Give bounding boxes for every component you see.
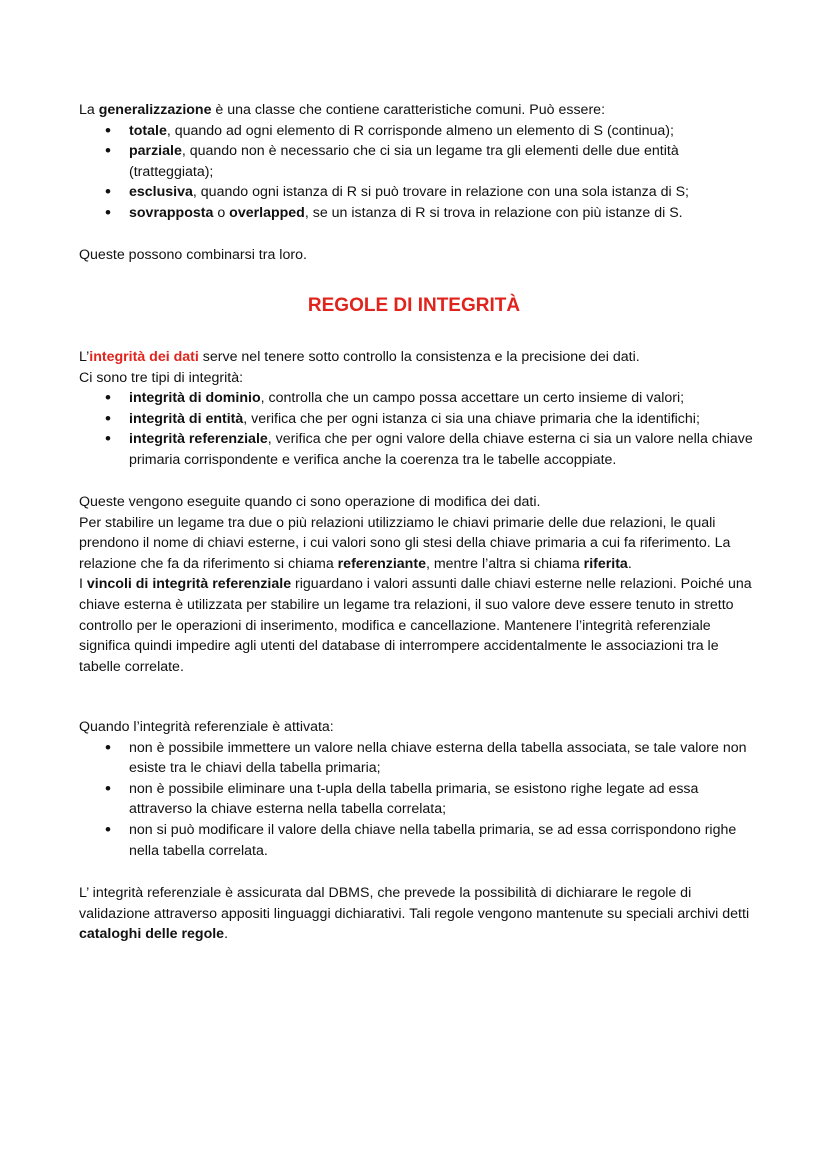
list-item: • non è possibile immettere un valore nella chiave esterna della tabella associata, se tale valore non esiste tra le chiavi della tabella primaria; — [79, 738, 759, 779]
paragraph: L’ integrità referenziale è assicurata dal DBMS, che prevede la possibilità di dichiarare le regole di validazione attraverso appositi linguaggi dichiarativi. Tali regole vengono mantenute su speciali archivi detti cataloghi delle regole. — [79, 885, 750, 943]
list-item: • parziale, quando non è necessario che ci sia un legame tra gli elementi delle due entità (tratteggiata); — [79, 141, 759, 182]
integrity-types-list — [79, 388, 759, 470]
section-heading: REGOLE DI INTEGRITÀ — [307, 295, 521, 316]
integrity-intro: L’integrità dei dati serve nel tenere sotto controllo la consistenza e la precisione dei dati. — [79, 349, 640, 365]
list-item: • totale, quando ad ogni elemento di R corrisponde almeno un elemento di S (continua); — [79, 121, 759, 142]
generalization-intro: La generalizzazione è una classe che contiene caratteristiche comuni. Può essere: — [79, 102, 606, 118]
integrity-section — [79, 347, 759, 471]
dbms-section — [79, 883, 759, 945]
paragraph: Per stabilire un legame tra due o più relazioni utilizziamo le chiavi primarie delle due relazioni, le quali prendono il nome di chiavi esterne, i cui valori sono gli stesi della chiave primaria a cui fa riferimento. La relazione che fa da riferimento si chiama referenziante, mentre l’altra si chiama riferita. — [79, 514, 731, 572]
term-cataloghi-delle-regole: cataloghi delle regole — [79, 926, 225, 943]
paragraph: I vincoli di integrità referenziale riguardano i valori assunti dalle chiavi esterne nelle relazioni. Poiché una chiave esterna è utilizzata per stabilire un legame tra relazioni, il suo valore deve essere tenuto in stretto controllo per le operazioni di inserimento, modifica e cancellazione. Mantenere l’integrità referenziale significa quindi impedire agli utenti del database di interrompere accidentalmente le associazioni tra le tabelle correlate. — [79, 576, 752, 675]
list-item: • non si può modificare il valore della chiave nella tabella primaria, se ad essa corrispondono righe nella tabella correlata. — [79, 820, 759, 861]
list-item: • integrità di entità, verifica che per ogni istanza ci sia una chiave primaria che la identifichi; — [79, 409, 759, 430]
list-item: • integrità referenziale, verifica che per ogni valore della chiave esterna ci sia un valore nella chiave primaria corrispondente e verifica anche la coerenza tra le tabelle accoppiate. — [79, 429, 759, 470]
referential-section — [79, 492, 759, 677]
generalization-section — [79, 100, 759, 224]
list-item: • integrità di dominio, controlla che un campo possa accettare un certo insieme di valori; — [79, 388, 759, 409]
referential-rules-list — [79, 738, 759, 862]
generalization-closing: Queste possono combinarsi tra loro. — [79, 247, 307, 263]
paragraph: Queste vengono eseguite quando ci sono operazione di modifica dei dati. — [79, 494, 541, 510]
list-item: • non è possibile eliminare una t-upla della tabella primaria, se esistono righe legate ad essa attraverso la chiave esterna nella tabella correlata; — [79, 779, 759, 820]
referential-active-section — [79, 717, 759, 861]
paragraph: Quando l’integrità referenziale è attivata: — [79, 719, 334, 735]
term-generalizzazione: generalizzazione — [98, 102, 212, 118]
integrity-types-line: Ci sono tre tipi di integrità: — [79, 369, 244, 386]
term-integrita-dei-dati: integrità dei dati — [89, 349, 199, 365]
generalization-list — [79, 121, 759, 224]
list-item: • sovrapposta o overlapped, se un istanza di R si trova in relazione con più istanze di S. — [79, 203, 759, 224]
list-item: • esclusiva, quando ogni istanza di R si può trovare in relazione con una sola istanza di S; — [79, 182, 759, 203]
